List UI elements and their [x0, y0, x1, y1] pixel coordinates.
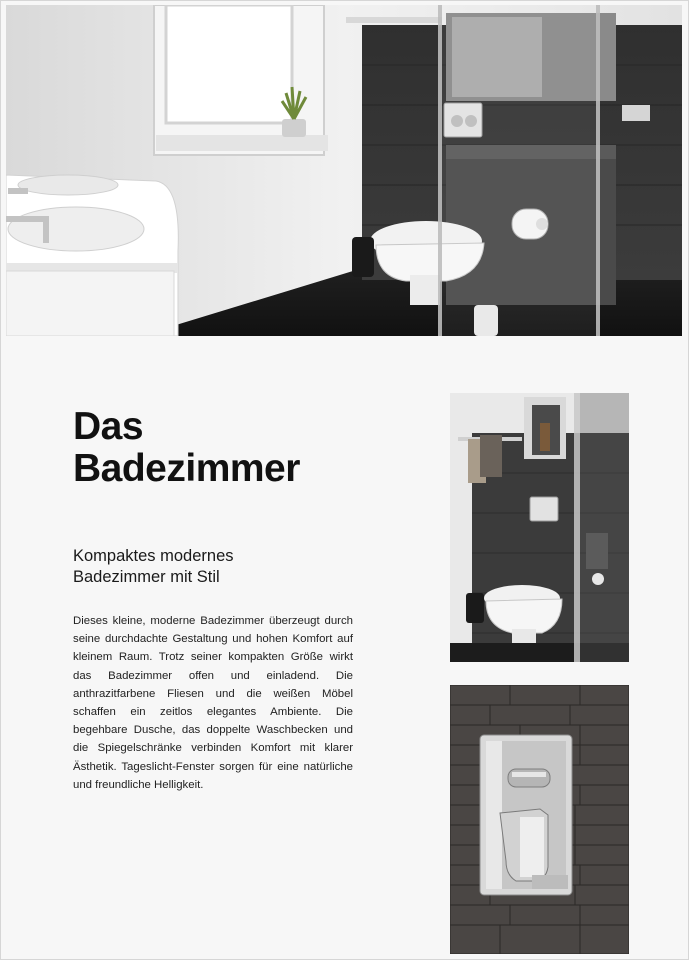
toilet-photo: [450, 393, 629, 662]
title-line-2: Badezimmer: [73, 447, 300, 490]
subtitle-line-2: Badezimmer mit Stil: [73, 568, 220, 586]
subtitle-line-1: Kompaktes modernes: [73, 547, 234, 565]
hero-bathroom-photo: [6, 5, 682, 336]
title-line-1: Das: [73, 405, 144, 448]
description-paragraph: Dieses kleine, moderne Badezimmer überzeugt durch seine durchdachte Gestaltung und hohen Komfort auf kleinem Raum. Trotz seiner kompakten Größe wirkt das Badezimmer offen und einladend. Die anthrazitfarbene Fliesen und die weißen Möbel schaffen ein zeitlos elegantes Ambiente. Die begehbare Dusche, das doppelte Waschbecken und die Spiegelschränke verbinden Komfort mit klarer Ästhetik. Tageslicht-Fenster sorgen für eine natürliche und freundliche Helligkeit.: [73, 615, 353, 791]
page-title: [73, 406, 413, 490]
shower-mixer-photo: [450, 685, 629, 954]
subtitle: [73, 546, 373, 588]
